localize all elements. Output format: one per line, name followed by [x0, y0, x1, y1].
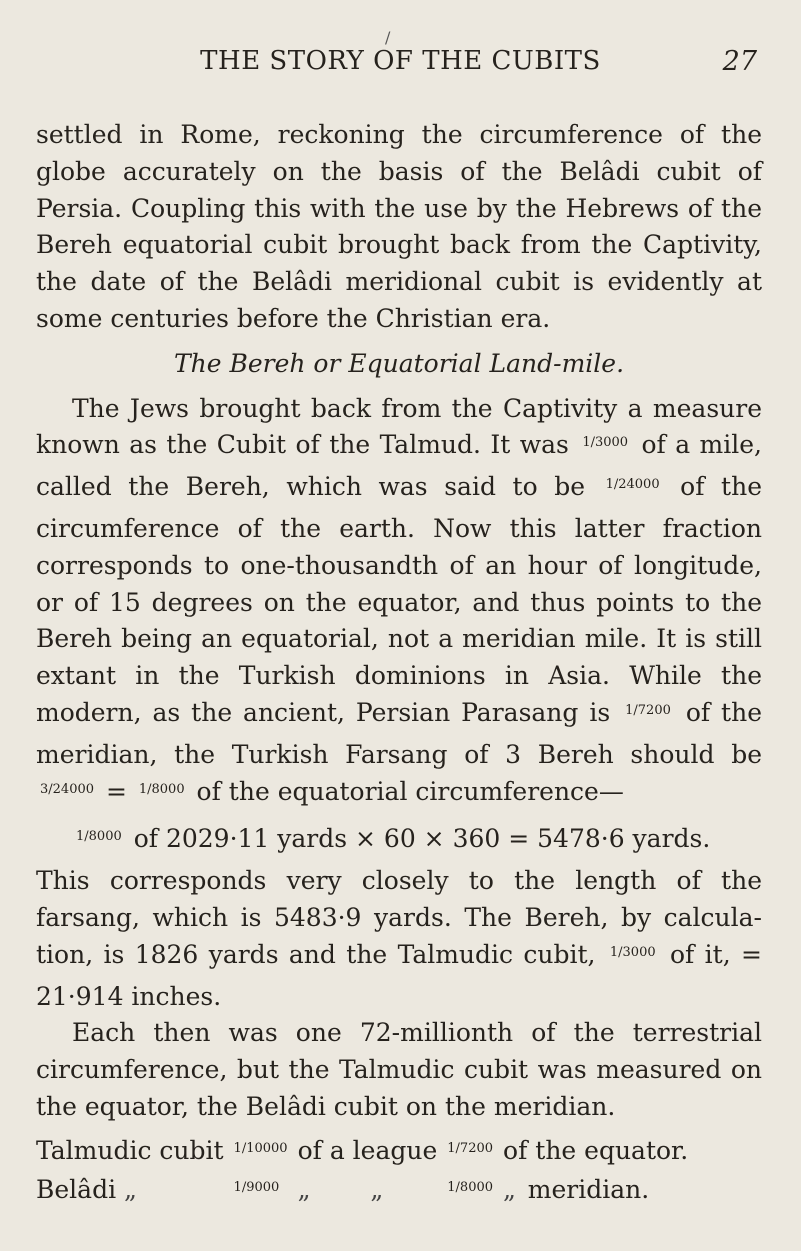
- printer-mark: /: [385, 28, 391, 47]
- fraction: 1/8000: [76, 829, 122, 845]
- fraction: 1/8000: [447, 1179, 494, 1195]
- text-run: of 2029·11 yards × 60 × 360 = 5478·6 yards.: [125, 824, 711, 854]
- text-run: This corresponds very closely to the length of the farsang, which is 5483·9 yards. The Bereh, by calcula-tion, is 1826 yards and the Talmudic cubit,: [36, 866, 762, 969]
- comparison-row-talmudic: [36, 1134, 694, 1173]
- paragraph-3: [36, 863, 762, 1015]
- ditto-mark: „: [503, 1174, 516, 1204]
- fraction: 1/24000: [605, 477, 660, 493]
- fraction: 1/10000: [233, 1140, 288, 1156]
- fraction: 1/8000: [138, 781, 185, 797]
- fraction: 1/9000: [233, 1179, 280, 1195]
- text-run: of the equatorial circumference—: [188, 776, 624, 806]
- fraction: 3/24000: [40, 781, 95, 797]
- row-label: Belâdi: [36, 1174, 117, 1204]
- body-text: [36, 117, 762, 1212]
- section-heading: The Bereh or Equatorial Land-mile.: [173, 348, 625, 378]
- cell: [230, 1134, 298, 1173]
- fraction: 1/3000: [582, 435, 629, 451]
- text-run: The Jews brought back from the Captivity a measure known as the Cubit of the Talmud. It was: [36, 393, 762, 460]
- paragraph-2: [36, 391, 762, 816]
- text-run: of the meridian, the Turkish Farsang of 3 Bereh should be: [36, 697, 763, 769]
- ditto-mark: „: [297, 1174, 311, 1204]
- running-head: [0, 46, 801, 90]
- cell: [443, 1173, 503, 1212]
- comparison-row-beladi: [36, 1173, 694, 1212]
- cell: of the equator.: [503, 1135, 689, 1165]
- cell: [230, 1173, 298, 1212]
- cell: [36, 1173, 230, 1212]
- cubit-comparison: [36, 1134, 694, 1212]
- text-run: of it, = 21·914 inches.: [36, 939, 762, 1011]
- text-run: of a mile, called the Bereh, which was said to be: [36, 430, 762, 502]
- farsang-formula: [36, 821, 762, 863]
- cell: Talmudic cubit: [36, 1135, 224, 1165]
- ditto-mark: „: [124, 1174, 137, 1204]
- text-run: of the circumference of the earth. Now this latter fraction corresponds to one-thousandth of an hour of longitude, or of 15 degrees on the equator, and thus points to the Bereh being an equatorial, not a meridian mile. It is still extant in the Turkish dominions in Asia. While the modern, as the ancient, Persian Parasang is: [36, 472, 762, 727]
- fraction: 1/7200: [447, 1140, 494, 1156]
- ditto-mark: „: [370, 1174, 384, 1204]
- running-title: THE STORY OF THE CUBITS: [200, 46, 601, 76]
- fraction: 1/3000: [609, 944, 656, 960]
- cell: of a league: [297, 1135, 438, 1165]
- paragraph-1: settled in Rome, reckoning the circumference of the globe accurately on the basis of the Belâdi cubit of Persia. Coupling this with the use by the Hebrews of the Bereh equatorial cubit brought back from the Captivity, the date of the Belâdi meridional cubit is evidently at some centuries before the Christian era.: [36, 120, 762, 333]
- cell: [443, 1134, 503, 1173]
- fraction: 1/7200: [625, 702, 671, 718]
- page-number: 27: [722, 46, 757, 77]
- paragraph-4: Each then was one 72-millionth of the terrestrial circumference, but the Talmudic cubit was measured on the equator, the Belâdi cubit on the meridian.: [36, 1018, 762, 1121]
- text-run: =: [98, 776, 135, 806]
- cell: meridian.: [527, 1174, 650, 1204]
